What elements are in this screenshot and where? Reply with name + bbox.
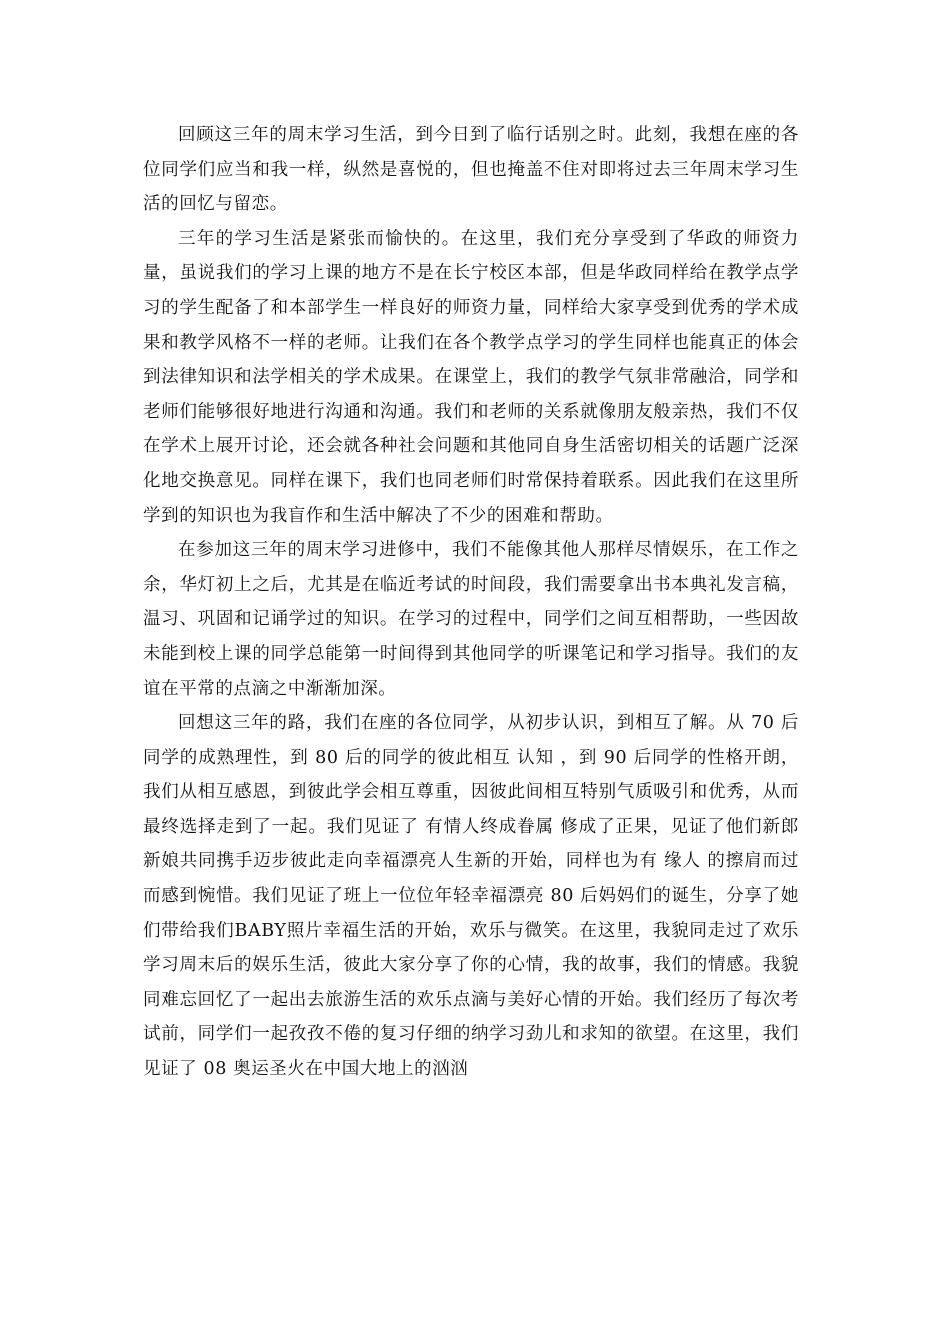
paragraph-1: 回顾这三年的周末学习生活，到今日到了临行话别之时。此刻，我想在座的各位同学们应当和我一样，纵然是喜悦的，但也掩盖不住对即将过去三年周末学习生活的回忆与留恋。 <box>143 125 799 215</box>
paragraph-3: 在参加这三年的周末学习进修中，我们不能像其他人那样尽情娱乐，在工作之余，华灯初上之后，尤其是在临近考试的时间段，我们需要拿出书本典礼发言稿，温习、巩固和记诵学过的知识。在学习的过程中，同学们之间互相帮助，一些因故未能到校上课的同学总能第一时间得到其他同学的听课笔记和学习指导。我们的友谊在平常的点滴之中渐渐加深。 <box>143 540 799 699</box>
paragraph-4: 回想这三年的路，我们在座的各位同学，从初步认识，到相互了解。从 70 后同学的成熟理性，到 80 后的同学的彼此相互 认知 ，到 90 后同学的性格开朗，我们从相互感恩，到彼此学会相互尊重，因彼此间相互特别气质吸引和优秀，从而最终选择走到了一起。我们见证了 有情人终成眷属 修成了正果，见证了他们新郎新娘共同携手迈步彼此走向幸福漂亮人生新的开始，同样也为有 缘人 的擦肩而过而感到惋惜。我们见证了班上一位位年轻幸福漂亮 80 后妈妈们的诞生，分享了她们带给我们BABY照片幸福生活的开始，欢乐与微笑。在这里，我貌同走过了欢乐学习周末后的娱乐生活，彼此大家分享了你的心情，我的故事，我们的情感。我貌同难忘回忆了一起出去旅游生活的欢乐点滴与美好心情的开始。我们经历了每次考试前，同学们一起孜孜不倦的复习仔细的纳学习劲儿和求知的欲望。在这里，我们见证了 08 奥运圣火在中国大地上的汹汹 <box>143 713 799 1080</box>
document-page <box>143 118 799 1087</box>
paragraph-2: 三年的学习生活是紧张而愉快的。在这里，我们充分享受到了华政的师资力量，虽说我们的学习上课的地方不是在长宁校区本部，但是华政同样给在教学点学习的学生配备了和本部学生一样良好的师资力量，同样给大家享受到优秀的学术成果和教学风格不一样的老师。让我们在各个教学点学习的学生同样也能真正的体会到法律知识和法学相关的学术成果。在课堂上，我们的教学气氛非常融洽，同学和老师们能够很好地进行沟通和沟通。我们和老师的关系就像朋友般亲热，我们不仅在学术上展开讨论，还会就各种社会问题和其他同自身生活密切相关的话题广泛深化地交换意见。同样在课下，我们也同老师们时常保持着联系。因此我们在这里所学到的知识也为我盲作和生活中解决了不少的困难和帮助。 <box>143 228 799 526</box>
